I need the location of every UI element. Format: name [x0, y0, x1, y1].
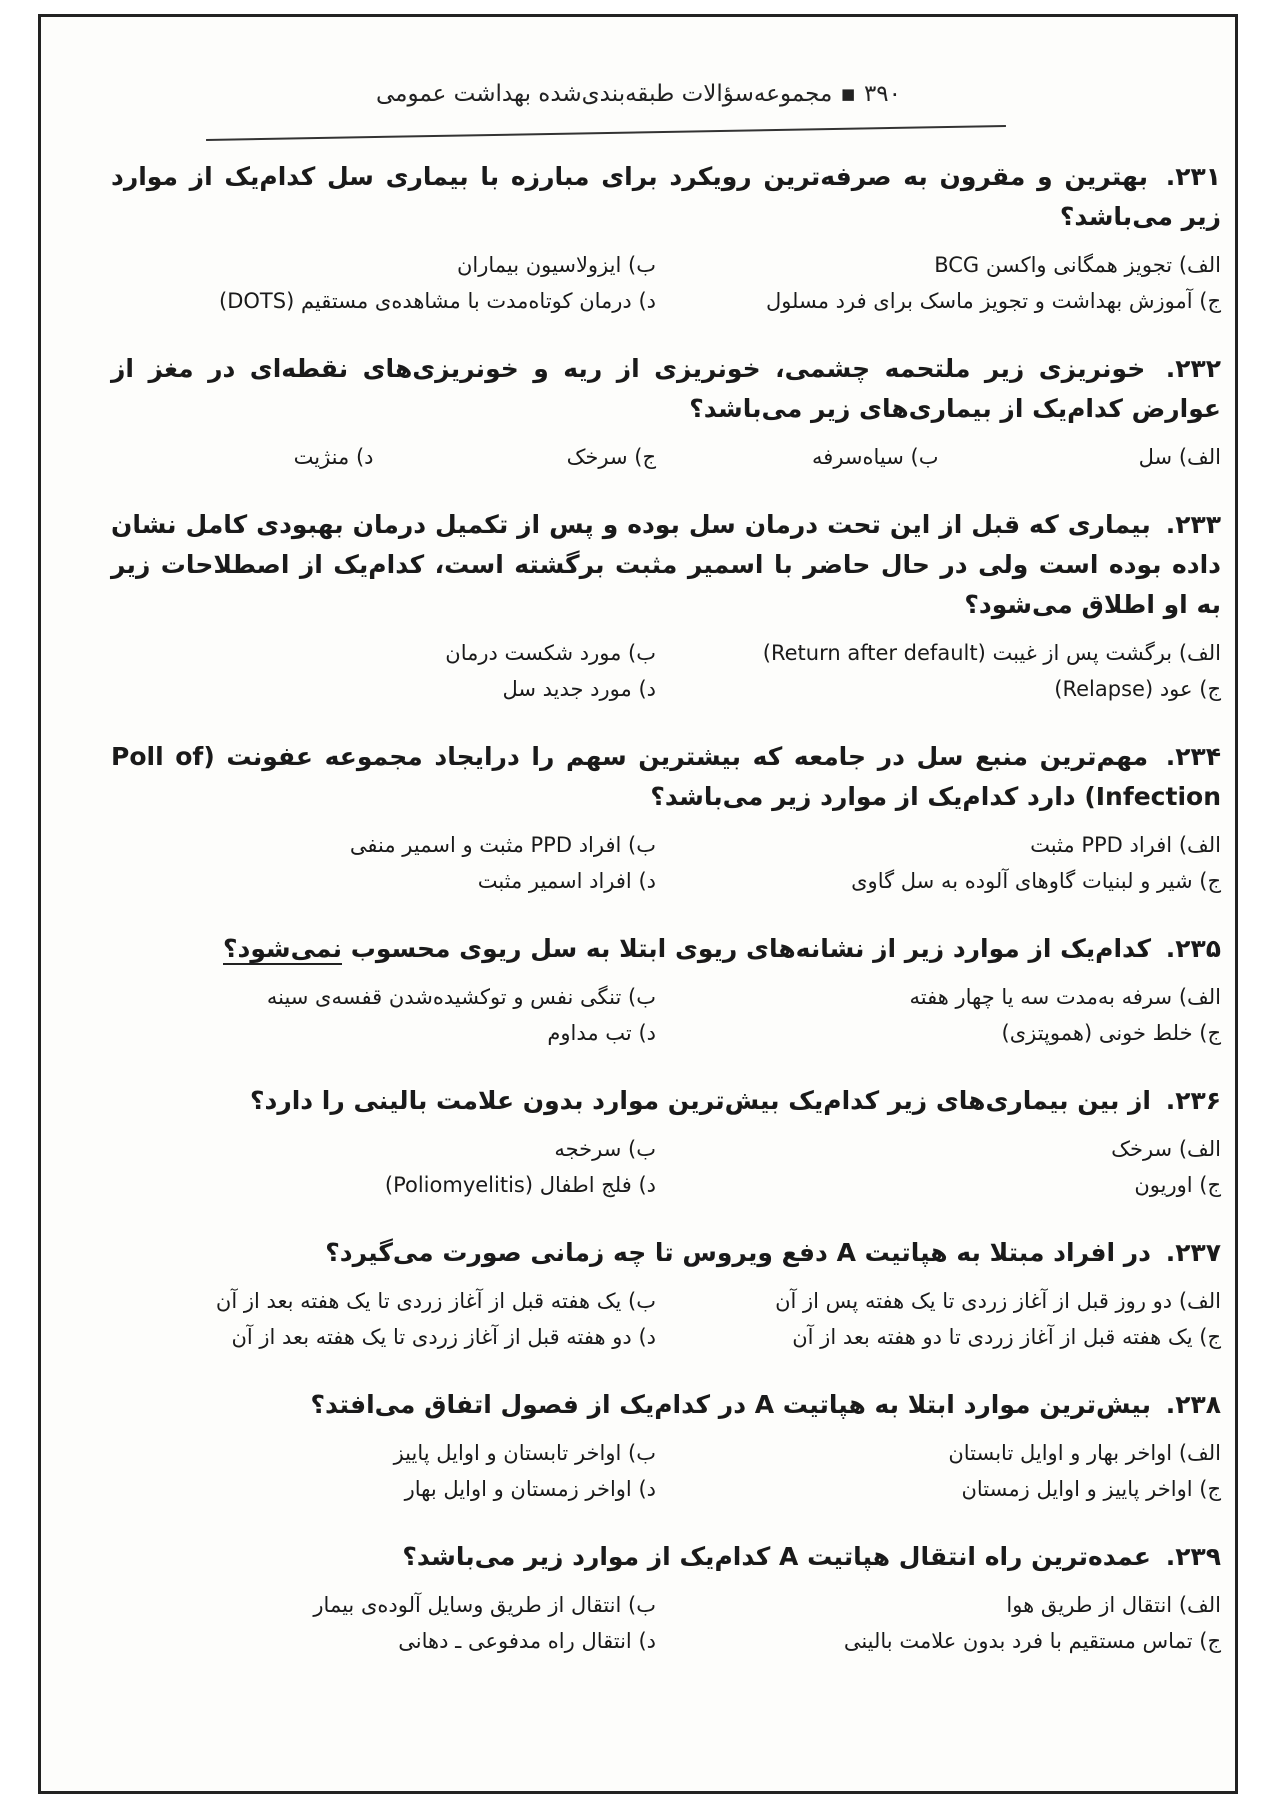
question-stem: بیماری که قبل از این تحت درمان سل بوده و پس از تکمیل درمان بهبودی کامل نشان داده بوده است ولی در حال حاضر با اسمیر مثبت برگشته است، کدام‌یک از اصطلاحات زیر به او اطلاق می‌شود؟	[111, 510, 1221, 619]
option-d	[111, 1015, 656, 1051]
option-c	[676, 863, 1221, 899]
question-number: ۲۳۱.	[1165, 162, 1221, 191]
option-b	[111, 1283, 656, 1319]
option-text: عود (Relapse)	[1054, 677, 1193, 701]
option-label: ب)	[910, 445, 939, 469]
question-233	[111, 505, 1221, 707]
option-b	[111, 827, 656, 863]
option-label: ج)	[1199, 1021, 1221, 1045]
option-b	[111, 979, 656, 1015]
option-d	[111, 1623, 656, 1659]
question-number: ۲۳۸.	[1165, 1390, 1221, 1419]
option-label: الف)	[1178, 1137, 1221, 1161]
option-d	[111, 283, 656, 319]
option-text: منژیت	[293, 445, 350, 469]
question-number: ۲۳۲.	[1165, 354, 1221, 383]
question-stem-emphasis: نمی‌شود؟	[223, 934, 343, 963]
option-grid	[111, 1283, 1221, 1355]
option-label: الف)	[1178, 833, 1221, 857]
question-stem: در افراد مبتلا به هپاتیت A دفع ویروس تا چه زمانی صورت می‌گیرد؟	[325, 1238, 1151, 1267]
option-text: آموزش بهداشت و تجویز ماسک برای فرد مسلول	[765, 289, 1193, 313]
option-grid	[111, 635, 1221, 707]
option-grid	[111, 1435, 1221, 1507]
option-text: یک هفته قبل از آغاز زردی تا دو هفته بعد از آن	[792, 1325, 1193, 1349]
option-a	[676, 1587, 1221, 1623]
option-text: سرخجه	[554, 1137, 622, 1161]
option-text: دو روز قبل از آغاز زردی تا یک هفته پس از آن	[775, 1289, 1173, 1313]
option-text: اواخر زمستان و اوایل بهار	[404, 1477, 632, 1501]
option-c	[676, 1319, 1221, 1355]
option-text: سل	[1138, 445, 1173, 469]
book-title: مجموعه‌سؤالات طبقه‌بندی‌شده بهداشت عمومی	[375, 81, 833, 107]
option-d	[111, 1167, 656, 1203]
option-text: اواخر پاییز و اوایل زمستان	[961, 1477, 1193, 1501]
option-a	[676, 1283, 1221, 1319]
option-label: د)	[638, 677, 656, 701]
option-label: الف)	[1178, 445, 1221, 469]
option-d	[111, 439, 374, 475]
option-label: الف)	[1178, 1289, 1221, 1313]
option-label: ج)	[1199, 289, 1221, 313]
question-stem: عمده‌ترین راه انتقال هپاتیت A کدام‌یک از موارد زیر می‌باشد؟	[402, 1542, 1151, 1571]
option-label: ج)	[1199, 1477, 1221, 1501]
option-text: یک هفته قبل از آغاز زردی تا یک هفته بعد از آن	[215, 1289, 622, 1313]
option-d	[111, 671, 656, 707]
option-b	[111, 247, 656, 283]
option-label: د)	[638, 289, 656, 313]
option-label: ب)	[628, 1441, 656, 1465]
option-c	[676, 1623, 1221, 1659]
question-text	[111, 157, 1221, 237]
question-number: ۲۳۹.	[1165, 1542, 1221, 1571]
option-grid	[111, 247, 1221, 319]
question-list	[111, 157, 1221, 1689]
option-text: اواخر تابستان و اوایل پاییز	[393, 1441, 622, 1465]
question-stem: از بین بیماری‌های زیر کدام‌یک بیش‌ترین موارد بدون علامت بالینی را دارد؟	[249, 1086, 1151, 1115]
option-text: تجویز همگانی واکسن BCG	[934, 253, 1173, 277]
option-c	[394, 439, 657, 475]
option-d	[111, 863, 656, 899]
option-text: اواخر بهار و اوایل تابستان	[948, 1441, 1173, 1465]
question-stem: مهم‌ترین منبع سل در جامعه که بیشترین سهم را درایجاد مجموعه عفونت (Poll of Infection) دارد کدام‌یک از موارد زیر می‌باشد؟	[111, 742, 1221, 811]
page-header	[341, 69, 901, 119]
question-text	[111, 1233, 1221, 1273]
option-text: تب مداوم	[547, 1021, 632, 1045]
question-236	[111, 1081, 1221, 1203]
option-text: انتقال از طریق وسایل آلوده‌ی بیمار	[313, 1593, 622, 1617]
option-b	[676, 439, 939, 475]
option-text: دو هفته قبل از آغاز زردی تا یک هفته بعد از آن	[231, 1325, 632, 1349]
question-text	[111, 505, 1221, 625]
option-text: افراد PPD مثبت و اسمیر منفی	[349, 833, 622, 857]
option-label: الف)	[1178, 1441, 1221, 1465]
option-text: شیر و لبنیات گاوهای آلوده به سل گاوی	[851, 869, 1193, 893]
question-stem: بهترین و مقرون به صرفه‌ترین رویکرد برای مبارزه با بیماری سل کدام‌یک از موارد زیر می‌باشد؟	[111, 162, 1221, 231]
option-label: الف)	[1178, 985, 1221, 1009]
option-text: ایزولاسیون بیماران	[456, 253, 622, 277]
option-label: ج)	[1199, 677, 1221, 701]
question-number: ۲۳۵.	[1165, 934, 1221, 963]
option-label: الف)	[1178, 641, 1221, 665]
option-label: الف)	[1178, 1593, 1221, 1617]
page-number: ۳۹۰	[863, 81, 901, 107]
option-b	[111, 1587, 656, 1623]
option-a	[676, 979, 1221, 1015]
header-divider	[206, 125, 1006, 141]
question-number: ۲۳۳.	[1165, 510, 1221, 539]
option-b	[111, 635, 656, 671]
option-text: سرفه به‌مدت سه یا چهار هفته	[909, 985, 1173, 1009]
question-stem: بیش‌ترین موارد ابتلا به هپاتیت A در کدام‌یک از فصول اتفاق می‌افتد؟	[310, 1390, 1151, 1419]
option-text: سرخک	[1111, 1137, 1173, 1161]
header-bullet: ▪	[840, 81, 856, 107]
question-text	[111, 1081, 1221, 1121]
question-239	[111, 1537, 1221, 1659]
option-a	[676, 827, 1221, 863]
option-text: خلط خونی (هموپتزی)	[1001, 1021, 1193, 1045]
option-label: د)	[638, 1629, 656, 1653]
option-a	[676, 1435, 1221, 1471]
option-label: ج)	[1199, 869, 1221, 893]
question-232	[111, 349, 1221, 475]
option-text: تنگی نفس و توکشیده‌شدن قفسه‌ی سینه	[266, 985, 622, 1009]
question-237	[111, 1233, 1221, 1355]
option-text: فلج اطفال (Poliomyelitis)	[384, 1173, 632, 1197]
option-d	[111, 1319, 656, 1355]
option-label: د)	[355, 445, 374, 469]
option-grid	[111, 979, 1221, 1051]
option-a	[676, 247, 1221, 283]
option-label: ج)	[634, 445, 656, 469]
option-grid	[111, 1587, 1221, 1659]
question-text	[111, 929, 1221, 969]
option-b	[111, 1435, 656, 1471]
option-label: ب)	[628, 1593, 656, 1617]
option-grid	[111, 827, 1221, 899]
option-text: سیاه‌سرفه	[812, 445, 904, 469]
option-label: ب)	[628, 253, 656, 277]
option-label: ج)	[1199, 1325, 1221, 1349]
question-text	[111, 349, 1221, 429]
option-label: د)	[638, 869, 656, 893]
option-text: مورد شکست درمان	[445, 641, 622, 665]
question-234	[111, 737, 1221, 899]
question-235	[111, 929, 1221, 1051]
option-label: ب)	[628, 1137, 656, 1161]
option-text: تماس مستقیم با فرد بدون علامت بالینی	[843, 1629, 1193, 1653]
option-text: درمان کوتاه‌مدت با مشاهده‌ی مستقیم (DOTS)	[219, 289, 632, 313]
question-number: ۲۳۷.	[1165, 1238, 1221, 1267]
option-text: افراد اسمیر مثبت	[477, 869, 632, 893]
question-text	[111, 737, 1221, 817]
question-number: ۲۳۴.	[1165, 742, 1221, 771]
option-b	[111, 1131, 656, 1167]
option-text: افراد PPD مثبت	[1030, 833, 1173, 857]
option-a	[676, 635, 1221, 671]
page-frame	[38, 14, 1238, 1794]
option-label: د)	[638, 1173, 656, 1197]
option-c	[676, 1471, 1221, 1507]
option-label: د)	[638, 1021, 656, 1045]
option-text: برگشت پس از غیبت (Return after default)	[762, 641, 1173, 665]
option-c	[676, 1167, 1221, 1203]
option-c	[676, 671, 1221, 707]
option-text: مورد جدید سل	[502, 677, 632, 701]
option-label: ب)	[628, 833, 656, 857]
option-text: انتقال از طریق هوا	[1006, 1593, 1173, 1617]
question-number: ۲۳۶.	[1165, 1086, 1221, 1115]
option-c	[676, 283, 1221, 319]
question-238	[111, 1385, 1221, 1507]
option-label: ج)	[1199, 1173, 1221, 1197]
question-stem: خونریزی زیر ملتحمه چشمی، خونریزی از ریه و خونریزی‌های نقطه‌ای در مغز از عوارض کدام‌یک از بیماری‌های زیر می‌باشد؟	[111, 354, 1221, 423]
option-grid	[111, 439, 1221, 475]
option-text: انتقال راه مدفوعی ـ دهانی	[398, 1629, 632, 1653]
option-a	[959, 439, 1222, 475]
option-label: ج)	[1199, 1629, 1221, 1653]
option-c	[676, 1015, 1221, 1051]
option-label: ب)	[628, 985, 656, 1009]
question-231	[111, 157, 1221, 319]
question-text	[111, 1385, 1221, 1425]
option-text: اوریون	[1134, 1173, 1193, 1197]
option-text: سرخک	[566, 445, 628, 469]
option-label: الف)	[1178, 253, 1221, 277]
option-label: د)	[638, 1477, 656, 1501]
option-label: ب)	[628, 1289, 656, 1313]
option-a	[676, 1131, 1221, 1167]
option-grid	[111, 1131, 1221, 1203]
option-label: ب)	[628, 641, 656, 665]
question-stem: کدام‌یک از موارد زیر از نشانه‌های ریوی ابتلا به سل ریوی محسوب	[350, 934, 1151, 963]
option-label: د)	[638, 1325, 656, 1349]
option-d	[111, 1471, 656, 1507]
question-text	[111, 1537, 1221, 1577]
